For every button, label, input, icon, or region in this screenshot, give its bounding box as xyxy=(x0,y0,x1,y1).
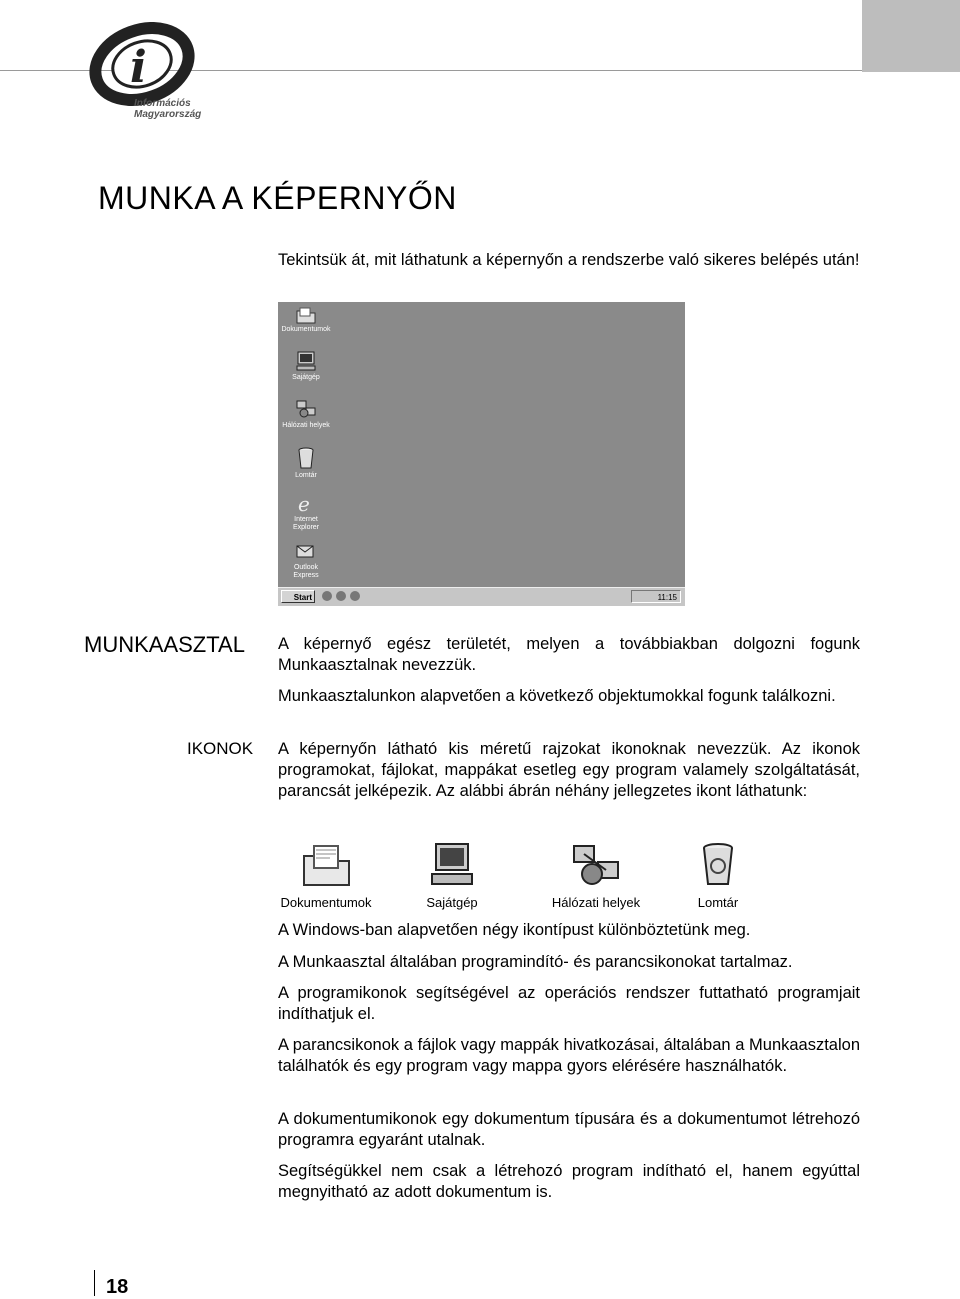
munkaasztal-label: MUNKAASZTAL xyxy=(84,632,245,657)
outlook-express-icon xyxy=(295,540,317,562)
example-icon-label: Hálózati helyek xyxy=(551,895,641,910)
logo-letter: i xyxy=(130,42,147,93)
quicklaunch-icon[interactable] xyxy=(350,591,360,601)
computer-icon xyxy=(295,350,317,372)
quicklaunch-icon[interactable] xyxy=(322,591,332,601)
example-icon-halozati-helyek xyxy=(546,842,646,910)
page-title: MUNKA A KÉPERNYŐN xyxy=(98,180,457,216)
desktop-icon-halozati-helyek xyxy=(278,398,334,430)
start-button[interactable]: Start xyxy=(281,590,315,603)
desktop-screenshot xyxy=(278,302,685,606)
body-paragraph: A dokumentumikonok egy dokumentum típusára és a dokumentumot létrehozó programra egyaránt utalnak. xyxy=(278,1110,860,1149)
desktop-icon-lomtar xyxy=(278,446,334,480)
recycle-bin-icon xyxy=(698,842,738,888)
example-icon-dokumentumok xyxy=(278,842,374,910)
header-gray-block xyxy=(862,0,960,72)
network-icon xyxy=(295,398,317,420)
desktop-icon-dokumentumok xyxy=(278,306,334,334)
desktop-icon-label: Internet xyxy=(294,516,318,523)
desktop-icon-label-2: Express xyxy=(293,572,319,579)
quicklaunch-icon[interactable] xyxy=(336,591,346,601)
desktop-icon-label-2: Explorer xyxy=(292,524,320,531)
icon-examples xyxy=(278,842,778,912)
example-icon-label: Dokumentumok xyxy=(280,895,372,910)
footer-divider xyxy=(94,1270,95,1296)
computer-icon xyxy=(428,842,476,888)
desktop-icon-label: Dokumentumok xyxy=(281,326,331,333)
desktop-icon-sajatgep xyxy=(278,350,334,382)
internet-explorer-icon xyxy=(295,492,317,514)
munkaasztal-paragraph-1: A képernyő egész területét, melyen a továbbiakban dolgozni fogunk Munkaasztalnak nevezzük. xyxy=(278,635,860,674)
body-paragraph: A parancsikonok a fájlok vagy mappák hivatkozásai, általában a Munkaasztalon találhatók és egy program vagy mappa gyors elérésére használhatók. xyxy=(278,1036,860,1075)
desktop-icon-outlook-express xyxy=(278,540,334,580)
system-tray-clock: 11:15 xyxy=(631,590,681,603)
desktop-icon-label: Sajátgép xyxy=(292,374,320,381)
desktop-icon-label: Hálózati helyek xyxy=(282,422,330,429)
example-icon-label: Lomtár xyxy=(697,895,739,910)
desktop-icon-label: Outlook xyxy=(293,564,319,571)
body-paragraph: A Windows-ban alapvetően négy ikontípust különböztetünk meg. xyxy=(278,921,751,939)
body-paragraph: Segítségükkel nem csak a létrehozó program indítható el, hanem egyúttal megnyitható az adott dokumentum is. xyxy=(278,1162,860,1201)
body-paragraph: A Munkaasztal általában programindító- és parancsikonokat tartalmaz. xyxy=(278,953,793,971)
logo-text xyxy=(134,98,201,120)
ikonok-paragraph: A képernyőn látható kis méretű rajzokat ikonoknak nevezzük. Az ikonok programokat, fájlokat, mappákat esetleg egy program valamely szolgáltatását, parancsát jelképezik. Az alábbi ábrán néhány jellegzetes ikont láthatunk: xyxy=(278,740,860,800)
desktop-icon-label: Lomtár xyxy=(295,472,317,479)
logo-line-1: Információs xyxy=(134,98,191,109)
munkaasztal-paragraph-2: Munkaasztalunkon alapvetően a következő objektumokkal fogunk találkozni. xyxy=(278,687,836,705)
recycle-bin-icon xyxy=(296,446,316,470)
logo-line-2: Magyarország xyxy=(134,109,202,120)
taskbar xyxy=(278,587,685,606)
body-paragraph: A programikonok segítségével az operációs rendszer futtatható programjait indíthatjuk el. xyxy=(278,984,860,1023)
folder-icon xyxy=(296,306,316,324)
ikonok-label: IKONOK xyxy=(187,739,254,758)
intro-paragraph: Tekintsük át, mit láthatunk a képernyőn a rendszerbe való sikeres belépés után! xyxy=(278,251,860,269)
desktop-icon-internet-explorer xyxy=(278,492,334,532)
page-number: 18 xyxy=(106,1276,129,1298)
network-icon xyxy=(570,842,622,888)
example-icon-label: Sajátgép xyxy=(426,895,478,910)
svg-text:e: e xyxy=(298,492,310,514)
example-icon-sajatgep xyxy=(420,842,484,910)
folder-icon xyxy=(298,842,354,888)
example-icon-lomtar xyxy=(690,842,746,910)
